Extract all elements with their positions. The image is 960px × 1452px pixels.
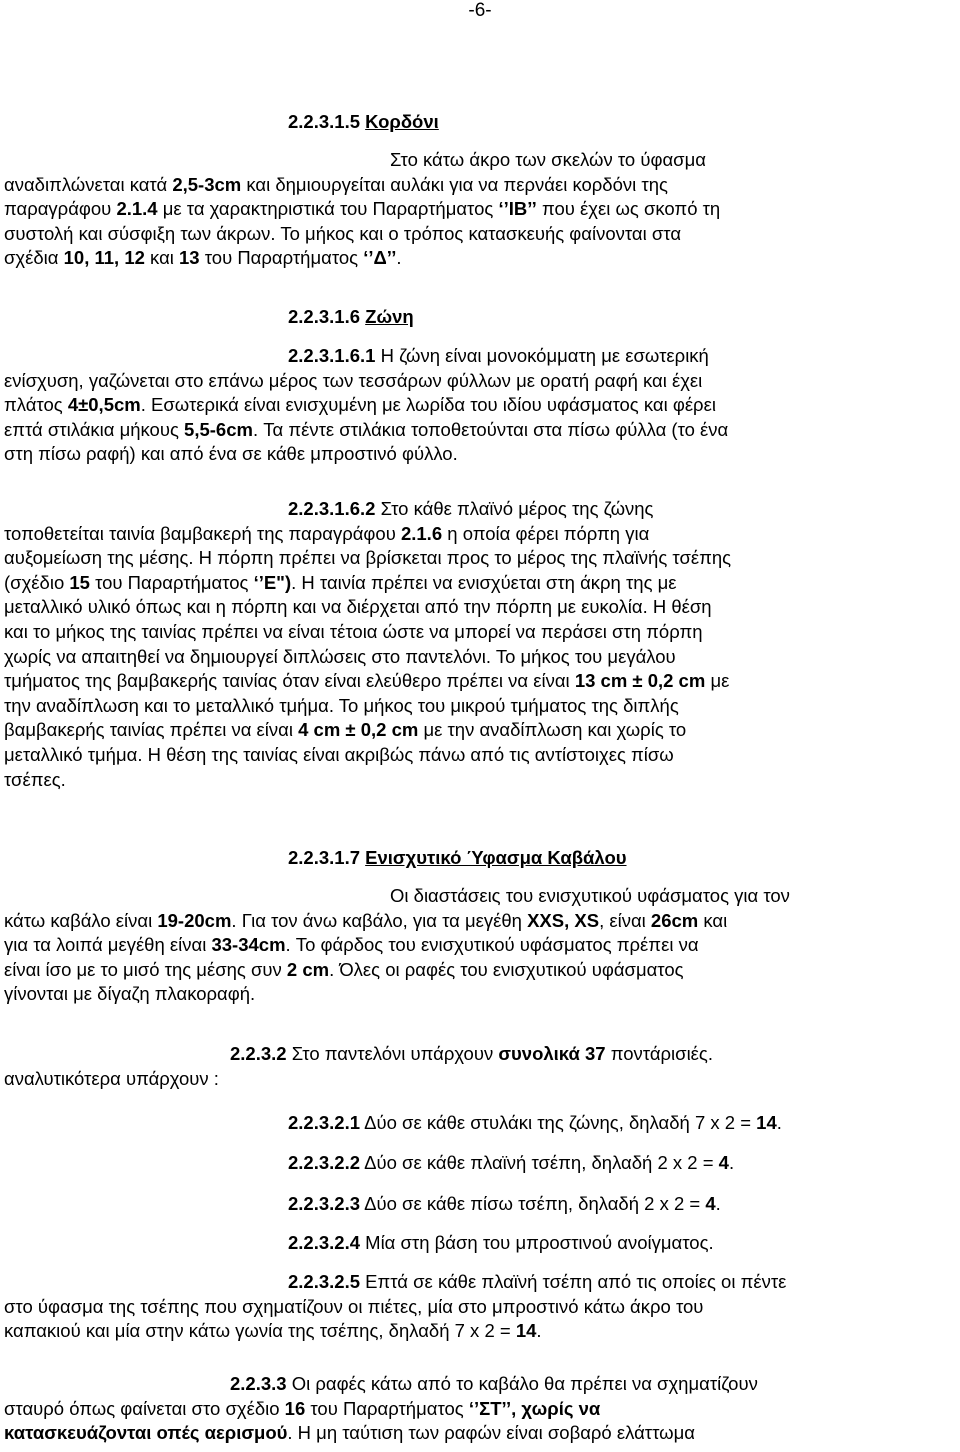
- text-line: 2.2.3.2 Στο παντελόνι υπάρχουν συνολικά 37 ποντάρισιές.: [230, 1043, 713, 1064]
- section-heading: [4, 305, 954, 329]
- text-line: καπακιού και μία στην κάτω γωνία της τσέπης, δηλαδή 7 x 2 = 14.: [4, 1320, 542, 1342]
- text-line: επτά στιλάκια μήκους 5,5-6cm. Τα πέντε στιλάκια τοποθετούνται στα πίσω φύλλα (το ένα: [4, 418, 729, 440]
- bartack-item: [4, 1231, 954, 1255]
- section-heading: [4, 846, 954, 870]
- list-item: 2.2.3.2.1 Δύο σε κάθε στυλάκι της ζώνης, δηλαδή 7 x 2 = 14.: [288, 1112, 782, 1133]
- text-line: 2.2.3.3 Οι ραφές κάτω από το καβάλο θα πρέπει να σχηματίζουν: [230, 1373, 758, 1394]
- section-crotch-fabric: [4, 846, 954, 870]
- text-line: τμήματος της βαμβακερής ταινίας όταν είναι ελεύθερο πρέπει να είναι 13 cm ± 0,2 cm με: [4, 670, 730, 692]
- page-number: -6-: [468, 0, 492, 21]
- text-line: μεταλλικό τμήμα. Η θέση της ταινίας είναι ακριβώς πάνω από τις αντίστοιχες πίσω: [4, 743, 674, 765]
- section-belt: [4, 305, 954, 329]
- section-heading: [4, 110, 954, 134]
- text-line: (σχέδιο 15 του Παραρτήματος ‘’Ε"). Η ταινία πρέπει να ενισχύεται στη άκρη της με: [4, 571, 677, 593]
- section-cord: [4, 110, 954, 134]
- text-line: αναλυτικότερα υπάρχουν :: [4, 1067, 219, 1089]
- text-line: τοποθετείται ταινία βαμβακερή της παραγράφου 2.1.6 η οποία φέρει πόρπη για: [4, 522, 650, 544]
- text-line: γίνονται με δίγαζη πλακοραφή.: [4, 983, 256, 1005]
- text-line: σταυρό όπως φαίνεται στο σχέδιο 16 του Παραρτήματος ‘’ΣΤ’’, χωρίς να: [4, 1397, 601, 1419]
- bartack-item-5: [4, 1270, 954, 1344]
- bartack-item: [4, 1151, 954, 1175]
- list-item: 2.2.3.2.4 Μία στη βάση του μπροστινού ανοίγματος.: [288, 1232, 714, 1253]
- text-line: 2.2.3.1.6.1 Η ζώνη είναι μονοκόμματη με εσωτερική: [288, 345, 709, 366]
- paragraph-cord: [4, 148, 954, 271]
- section-title: Ζώνη: [365, 306, 414, 327]
- text-line: αυξομείωση της μέσης. Η πόρπη πρέπει να βρίσκεται προς το μέρος της πλαϊνής τσέπης: [4, 547, 732, 569]
- section-title: Κορδόνι: [365, 111, 439, 132]
- text-line: κάτω καβάλο είναι 19-20cm. Για τον άνω καβάλο, για τα μεγέθη XXS, XS, είναι 26cm και: [4, 909, 728, 931]
- paragraph-belt-1: [4, 344, 954, 467]
- text-line: και το μήκος της ταινίας πρέπει να είναι τέτοια ώστε να μπορεί να περάσει στη πόρπη: [4, 620, 703, 642]
- text-line: παραγράφου 2.1.4 με τα χαρακτηριστικά του Παραρτήματος ‘’ΙΒ’’ που έχει ως σκοπό τη: [4, 198, 721, 220]
- list-item: 2.2.3.2.2 Δύο σε κάθε πλαϊνή τσέπη, δηλαδή 2 x 2 = 4.: [288, 1152, 735, 1173]
- text-line: Στο κάτω άκρο των σκελών το ύφασμα: [390, 149, 706, 170]
- text-line: στο ύφασμα της τσέπης που σχηματίζουν οι πιέτες, μία στο μπροστινό κάτω άκρο του: [4, 1295, 704, 1317]
- text-line: πλάτος 4±0,5cm. Εσωτερικά είναι ενισχυμένη με λωρίδα του ιδίου υφάσματος και φέρει: [4, 394, 716, 416]
- text-line: χωρίς να απαιτηθεί να δημιουργεί διπλώσεις στο παντελόνι. Το μήκος του μεγάλου: [4, 645, 676, 667]
- text-line: μεταλλικό υλικό όπως και η πόρπη και να διέρχεται από την πόρπη με ευκολία. Η θέση: [4, 596, 712, 618]
- section-number: 2.2.3.1.7: [288, 847, 361, 868]
- text-line: ενίσχυση, γαζώνεται στο επάνω μέρος των τεσσάρων φύλλων με ορατή ραφή και έχει: [4, 369, 703, 391]
- text-line: 2.2.3.2.5 Επτά σε κάθε πλαϊνή τσέπη από τις οποίες οι πέντε: [288, 1271, 787, 1292]
- text-line: την αναδίπλωση και το μεταλλικό τμήμα. Το μήκος του μικρού τμήματος της διπλής: [4, 694, 679, 716]
- text-line: συστολή και σύσφιξη των άκρων. Το μήκος και ο τρόπος κατασκευής φαίνονται στα: [4, 222, 682, 244]
- text-line: Οι διαστάσεις του ενισχυτικού υφάσματος για τον: [390, 885, 790, 906]
- paragraph-crotch-fabric: [4, 884, 954, 1007]
- paragraph-belt-2: [4, 497, 954, 792]
- text-line: αναδιπλώνεται κατά 2,5-3cm και δημιουργείται αυλάκι για να περνάει κορδόνι της: [4, 173, 668, 195]
- section-number: 2.2.3.1.6: [288, 306, 361, 327]
- text-line: στη πίσω ραφή) και από ένα σε κάθε μπροστινό φύλλο.: [4, 443, 458, 465]
- section-crotch-seams: [4, 1372, 954, 1446]
- text-line: σχέδια 10, 11, 12 και 13 του Παραρτήματος ‘’Δ’’.: [4, 247, 402, 269]
- text-line: κατασκευάζονται οπές αερισμού. Η μη ταύτιση των ραφών είναι σοβαρό ελάττωμα: [4, 1422, 695, 1444]
- bartack-item: [4, 1192, 954, 1216]
- text-line: βαμβακερής ταινίας πρέπει να είναι 4 cm ± 0,2 cm με την αναδίπλωση και χωρίς το: [4, 719, 687, 741]
- section-title: Ενισχυτικό Ύφασμα Καβάλου: [365, 847, 627, 868]
- text-line: τσέπες.: [4, 768, 66, 790]
- section-number: 2.2.3.1.5: [288, 111, 361, 132]
- text-line: για τα λοιπά μεγέθη είναι 33-34cm. Το φάρδος του ενισχυτικού υφάσματος πρέπει να: [4, 934, 699, 956]
- text-line: είναι ίσο με το μισό της μέσης συν 2 cm. Όλες οι ραφές του ενισχυτικού υφάσματος: [4, 958, 684, 980]
- list-item: 2.2.3.2.3 Δύο σε κάθε πίσω τσέπη, δηλαδή 2 x 2 = 4.: [288, 1193, 721, 1214]
- bartack-item: [4, 1111, 954, 1135]
- text-line: 2.2.3.1.6.2 Στο κάθε πλαϊνό μέρος της ζώνης: [288, 498, 654, 519]
- section-bartacks: [4, 1042, 954, 1091]
